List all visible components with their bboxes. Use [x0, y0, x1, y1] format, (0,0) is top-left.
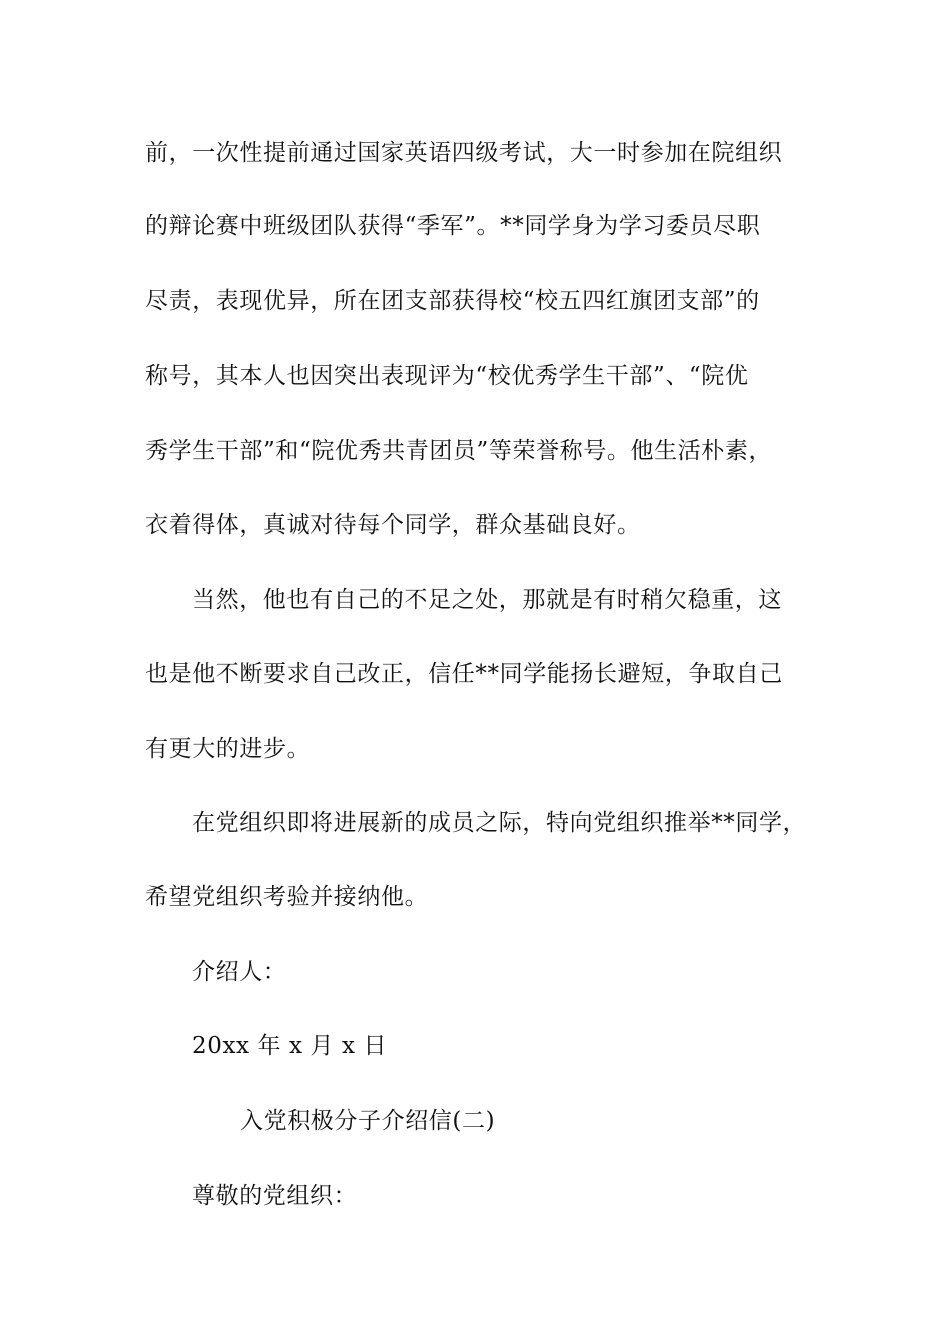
- salutation: 尊敬的党组织：: [192, 1183, 358, 1209]
- body-text-line: 在党组织即将进展新的成员之际，特向党组织推举**同学，: [192, 810, 807, 836]
- letter-title: 入党积极分子介绍信(二): [240, 1108, 496, 1134]
- date-line: 20xx 年 x 月 x 日: [192, 1033, 388, 1059]
- body-text-line: 尽责，表现优异，所在团支部获得校“校五四红旗团支部”的: [145, 288, 760, 314]
- body-text-line: 秀学生干部”和“院优秀共青团员”等荣誉称号。他生活朴素，: [145, 438, 773, 464]
- introducer-label: 介绍人：: [192, 959, 287, 985]
- body-text-line: 衣着得体，真诚对待每个同学，群众基础良好。: [145, 512, 641, 538]
- body-text-line: 当然，他也有自己的不足之处，那就是有时稍欠稳重，这: [192, 587, 782, 613]
- body-text-line: 前，一次性提前通过国家英语四级考试，大一时参加在院组织: [145, 140, 783, 166]
- body-text-line: 有更大的进步。: [145, 736, 311, 762]
- body-text-line: 也是他不断要求自己改正，信任**同学能扬长避短，争取自己: [145, 661, 783, 687]
- body-text-line: 称号，其本人也因突出表现评为“校优秀学生干部”、“院优: [145, 363, 749, 389]
- body-text-line: 的辩论赛中班级团队获得“季军”。**同学身为学习委员尽职: [145, 213, 761, 239]
- body-text-line: 希望党组织考验并接纳他。: [145, 884, 429, 910]
